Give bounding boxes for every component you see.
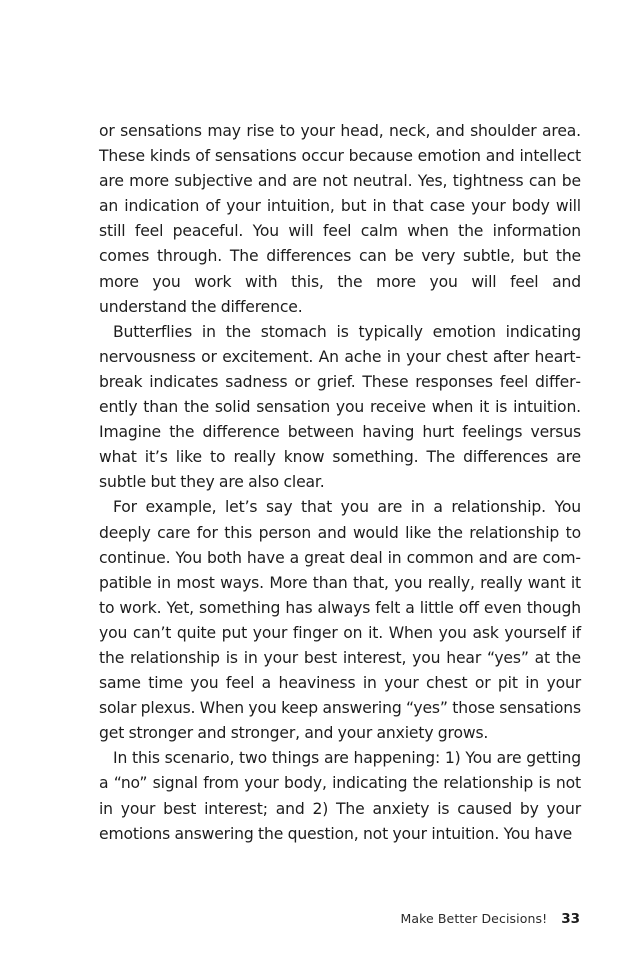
page-number: 33 <box>561 911 580 927</box>
paragraph-scenario: In this scenario, two things are happening: 1) You are getting a “no” signal from your body, indicating the relationship is not in your best interest; and 2) The anxiety is caused by your emotions answering the question, not your intuition. You have <box>99 749 581 843</box>
running-title: Make Better Decisions! <box>400 911 548 926</box>
paragraph-continuation: or sensations may rise to your head, neck, and shoulder area. These kinds of sensations occur because emotion and intellect are more subjective and are not neutral. Yes, tightness can be an indication of your intuition, but in that case your body will still feel peaceful. You will feel calm when the information comes through. The differences can be very subtle, but the more you work with this, the more you will feel and understand the difference. <box>99 122 581 316</box>
page-footer <box>400 911 580 927</box>
paragraph-relationship-example: For example, let’s say that you are in a relationship. You deeply care for this person and would like the relationship to continue. You both have a great deal in common and are compatible in most ways. More than that, you really, really want it to work. Yet, something has always felt a little off even though you can’t quite put your finger on it. When you ask yourself if the relationship is in your best interest, you hear “yes” at the same time you feel a heaviness in your chest or pit in your solar plexus. When you keep answering “yes” those sensations get stronger and stronger, and your anxiety grows. <box>99 498 581 743</box>
body-text <box>99 119 581 847</box>
paragraph-butterflies: Butterflies in the stomach is typically emotion indicating nervousness or excitement. An ache in your chest after heartbreak indicates sadness or grief. These responses feel differently than the solid sensation you receive when it is intuition. Imagine the difference between having hurt feelings versus what it’s like to really know something. The differences are subtle but they are also clear. <box>99 322 581 492</box>
